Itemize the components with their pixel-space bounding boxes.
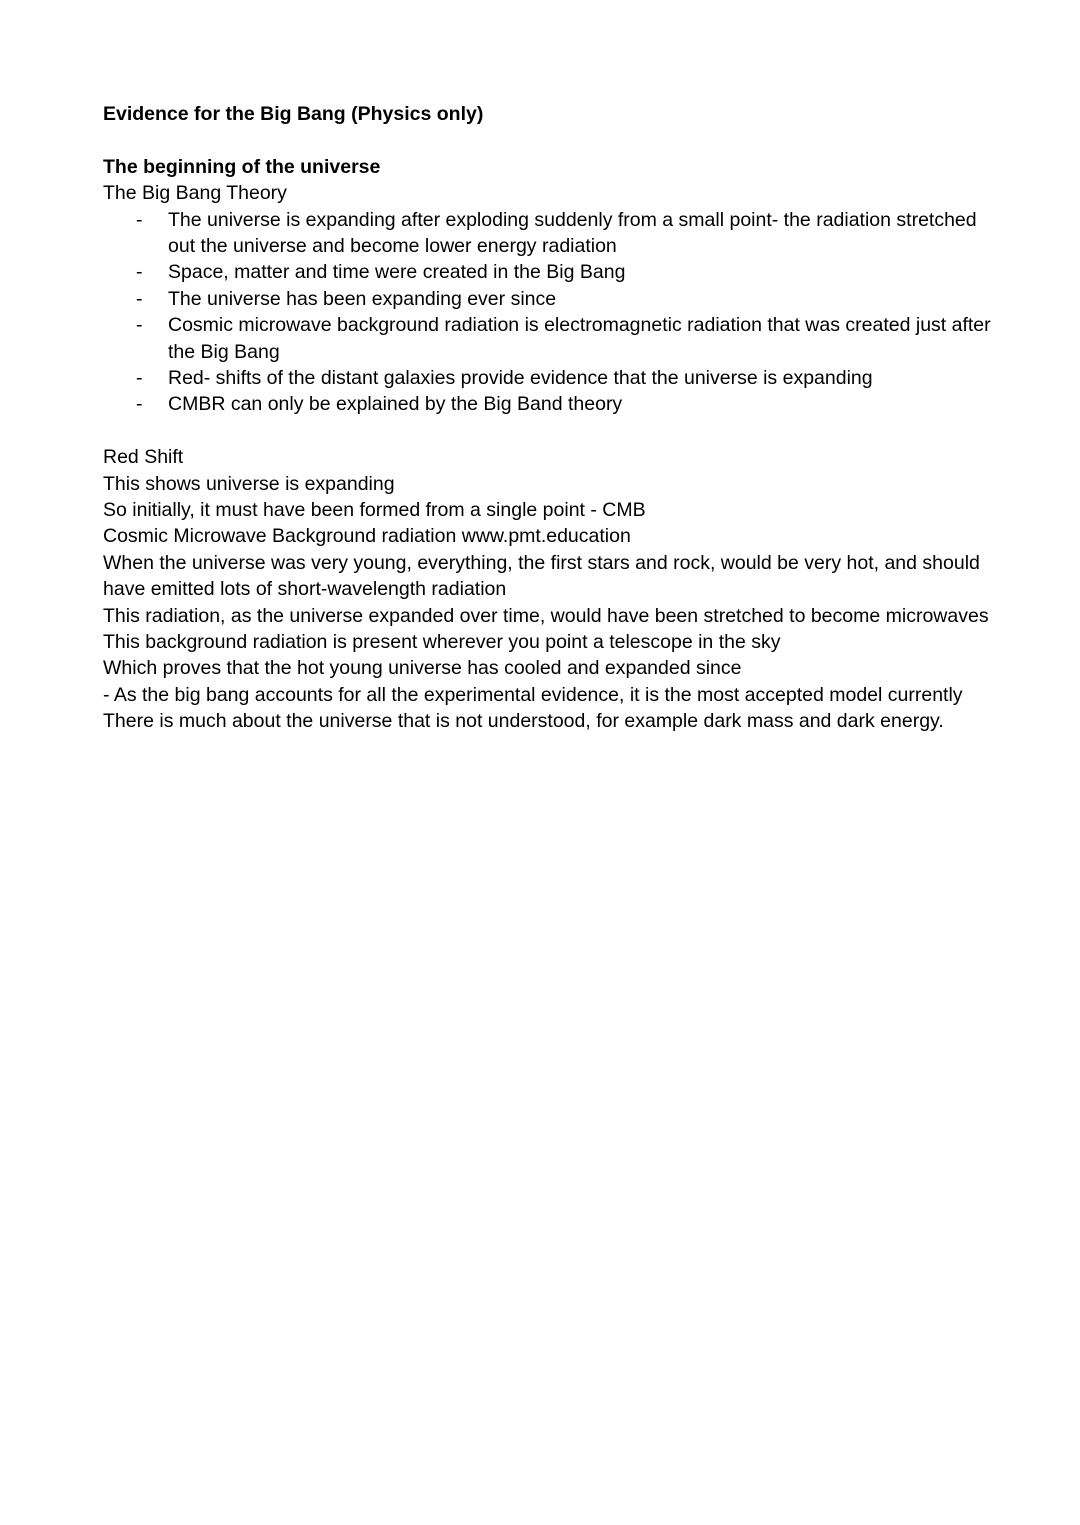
document-title: Evidence for the Big Bang (Physics only) — [103, 103, 484, 125]
paragraph-line: Cosmic Microwave Background radiation www.pmt.education — [103, 525, 631, 548]
list-item-text: Red- shifts of the distant galaxies provide evidence that the universe is expanding — [168, 367, 873, 390]
list-item-text: The universe is expanding after exploding suddenly from a small point- the radiation stretched out the universe and become lower energy radiation — [168, 208, 977, 257]
bullet-dash: - — [136, 261, 143, 284]
list-item — [103, 259, 1003, 285]
paragraph-line: This radiation, as the universe expanded over time, would have been stretched to become microwaves — [103, 604, 989, 627]
list-item — [103, 312, 1003, 365]
paragraph-line: So initially, it must have been formed from a single point - CMB — [103, 499, 646, 522]
blank-line — [103, 127, 1003, 153]
paragraph-line: When the universe was very young, everything, the first stars and rock, would be very hot, and should have emitted lots of short-wavelength radiation — [103, 551, 980, 601]
list-item — [103, 391, 1003, 417]
paragraph-line: Red Shift — [103, 446, 184, 469]
section-subheading: The Big Bang Theory — [103, 182, 287, 205]
paragraph-line: - As the big bang accounts for all the experimental evidence, it is the most accepted model currently — [103, 683, 963, 706]
bullet-dash: - — [136, 314, 143, 337]
list-item — [103, 365, 1003, 391]
paragraph-line: There is much about the universe that is not understood, for example dark mass and dark energy. — [103, 710, 944, 733]
bullet-list — [103, 207, 1003, 418]
bullet-dash: - — [136, 367, 143, 390]
list-item-text: Space, matter and time were created in the Big Bang — [168, 261, 626, 284]
paragraph-line: This background radiation is present wherever you point a telescope in the sky — [103, 631, 781, 654]
list-item — [103, 286, 1003, 312]
paragraph-line: Which proves that the hot young universe has cooled and expanded since — [103, 657, 742, 680]
paragraph-line: This shows universe is expanding — [103, 472, 395, 495]
bullet-dash: - — [136, 208, 143, 231]
list-item-text: Cosmic microwave background radiation is electromagnetic radiation that was created just after the Big Bang — [168, 314, 991, 363]
document-body — [103, 101, 1003, 735]
bullet-dash: - — [136, 287, 143, 310]
list-item-text: The universe has been expanding ever since — [168, 287, 557, 310]
section-heading: The beginning of the universe — [103, 155, 381, 178]
bullet-dash: - — [136, 393, 143, 416]
list-item-text: CMBR can only be explained by the Big Band theory — [168, 393, 623, 416]
list-item — [103, 207, 1003, 260]
blank-line — [103, 418, 1003, 444]
